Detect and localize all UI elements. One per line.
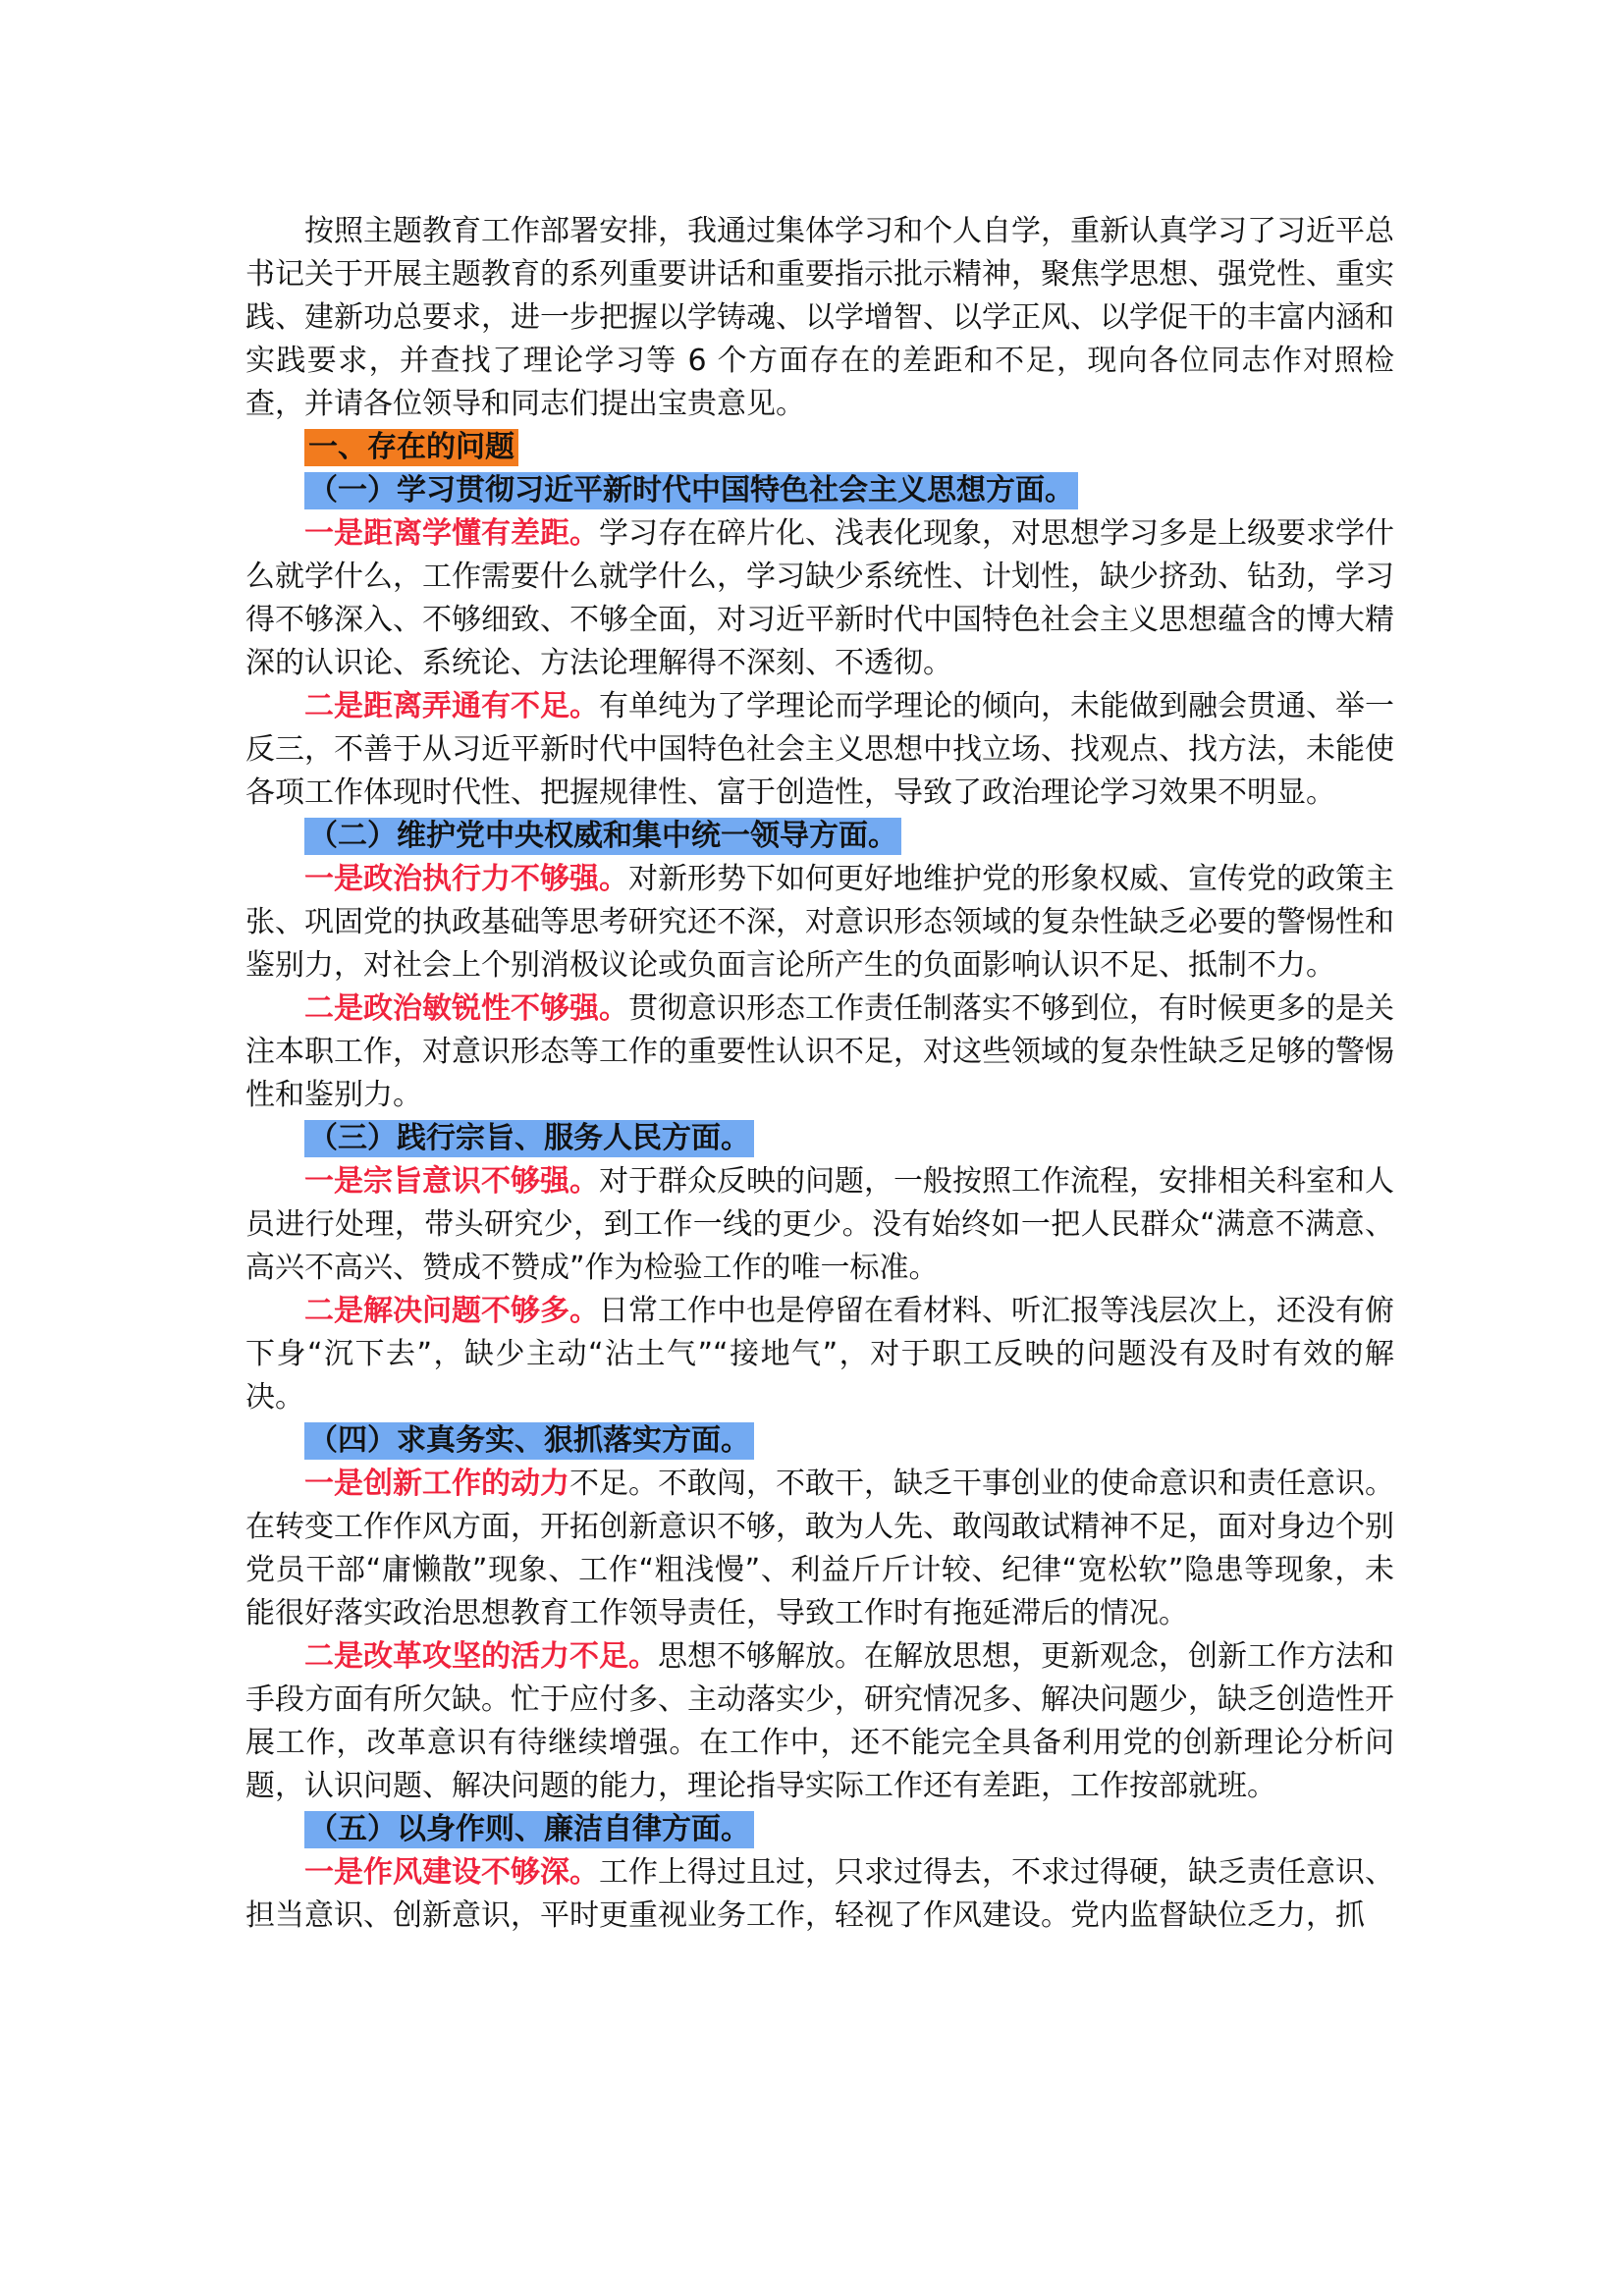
intro-paragraph: 按照主题教育工作部署安排，我通过集体学习和个人自学，重新认真学习了习近平总书记关于开展主题教育的系列重要讲话和重要指示批示精神，聚焦学思想、强党性、重实践、建新功总要求，进一步把握以学铸魂、以学增智、以学正风、以学促干的丰富内涵和实践要求，并查找了理论学习等 6 个方面存在的差距和不足，现向各位同志作对照检查，并请各位领导和同志们提出宝贵意见。 — [245, 214, 1394, 421]
paragraph — [245, 1463, 1394, 1635]
subsection-heading-3 — [245, 1117, 1394, 1160]
paragraph-lead: 一是政治执行力不够强。 — [304, 862, 628, 896]
paragraph-lead: 二是距离弄通有不足。 — [304, 689, 599, 723]
section-heading — [245, 426, 1394, 469]
paragraph — [245, 1635, 1394, 1808]
paragraph — [245, 685, 1394, 815]
subsection-title: （二）维护党中央权威和集中统一领导方面。 — [304, 818, 901, 855]
paragraph — [245, 1851, 1394, 1938]
paragraph-lead: 二是政治敏锐性不够强。 — [304, 991, 628, 1026]
paragraph-text: 对新形势下如何更好地维护党的形象权威、宣传党的政策主张、巩固党的执政基础等思考研究还不深，对意识形态领域的复杂性缺乏必要的警惕性和鉴别力，对社会上个别消极议论或负面言论所产生的负面影响认识不足、抵制不力。 — [245, 862, 1394, 983]
subsection-heading-1 — [245, 469, 1394, 512]
paragraph-text: 日常工作中也是停留在看材料、听汇报等浅层次上，还没有俯下身“沉下去”，缺少主动“沾土气”“接地气”，对于职工反映的问题没有及时有效的解决。 — [245, 1294, 1394, 1415]
paragraph-text: 对于群众反映的问题，一般按照工作流程，安排相关科室和人员进行处理，带头研究少，到工作一线的更少。没有始终如一把人民群众“满意不满意、高兴不高兴、赞成不赞成”作为检验工作的唯一标准。 — [245, 1164, 1394, 1285]
paragraph-lead: 一是距离学懂有差距。 — [304, 516, 599, 551]
paragraph-lead: 一是创新工作的动力 — [304, 1467, 569, 1501]
paragraph-text: 不足。不敢闯，不敢干，缺乏干事创业的使命意识和责任意识。在转变工作作风方面，开拓创新意识不够，敢为人先、敢闯敢试精神不足，面对身边个别党员干部“庸懒散”现象、工作“粗浅慢”、利益斤斤计较、纪律“宽松软”隐患等现象，未能很好落实政治思想教育工作领导责任，导致工作时有拖延滞后的情况。 — [245, 1467, 1394, 1630]
paragraph-text: 有单纯为了学理论而学理论的倾向，未能做到融会贯通、举一反三，不善于从习近平新时代中国特色社会主义思想中找立场、找观点、找方法，未能使各项工作体现时代性、把握规律性、富于创造性，导致了政治理论学习效果不明显。 — [245, 689, 1394, 810]
paragraph — [245, 858, 1394, 988]
paragraph-text: 思想不够解放。在解放思想，更新观念，创新工作方法和手段方面有所欠缺。忙于应付多、主动落实少，研究情况多、解决问题少，缺乏创造性开展工作，改革意识有待继续增强。在工作中，还不能完全具备利用党的创新理论分析问题，认识问题、解决问题的能力，理论指导实际工作还有差距，工作按部就班。 — [245, 1639, 1394, 1803]
paragraph — [245, 1290, 1394, 1419]
paragraph-lead: 一是宗旨意识不够强。 — [304, 1164, 599, 1199]
paragraph-text: 贯彻意识形态工作责任制落实不够到位，有时候更多的是关注本职工作，对意识形态等工作的重要性认识不足，对这些领域的复杂性缺乏足够的警惕性和鉴别力。 — [245, 991, 1394, 1112]
subsection-title: （五）以身作则、廉洁自律方面。 — [304, 1811, 754, 1848]
section-title: 一、存在的问题 — [304, 429, 518, 466]
paragraph-lead: 一是作风建设不够深。 — [304, 1855, 599, 1890]
paragraph-text: 学习存在碎片化、浅表化现象，对思想学习多是上级要求学什么就学什么，工作需要什么就学什么，学习缺少系统性、计划性，缺少挤劲、钻劲，学习得不够深入、不够细致、不够全面，对习近平新时代中国特色社会主义思想蕴含的博大精深的认识论、系统论、方法论理解得不深刻、不透彻。 — [245, 516, 1394, 680]
paragraph — [245, 988, 1394, 1117]
paragraph-lead: 二是改革攻坚的活力不足。 — [304, 1639, 658, 1674]
paragraph-lead: 二是解决问题不够多。 — [304, 1294, 599, 1328]
paragraph — [245, 1160, 1394, 1290]
subsection-heading-2 — [245, 815, 1394, 858]
subsection-heading-5 — [245, 1808, 1394, 1851]
subsection-title: （三）践行宗旨、服务人民方面。 — [304, 1120, 754, 1157]
paragraph — [245, 512, 1394, 685]
document-body — [245, 210, 1394, 1938]
subsection-title: （四）求真务实、狠抓落实方面。 — [304, 1422, 754, 1460]
paragraph-text: 工作上得过且过，只求过得去，不求过得硬，缺乏责任意识、担当意识、创新意识，平时更重视业务工作，轻视了作风建设。党内监督缺位乏力，抓 — [245, 1855, 1394, 1933]
subsection-title: （一）学习贯彻习近平新时代中国特色社会主义思想方面。 — [304, 472, 1078, 509]
subsection-heading-4 — [245, 1419, 1394, 1463]
